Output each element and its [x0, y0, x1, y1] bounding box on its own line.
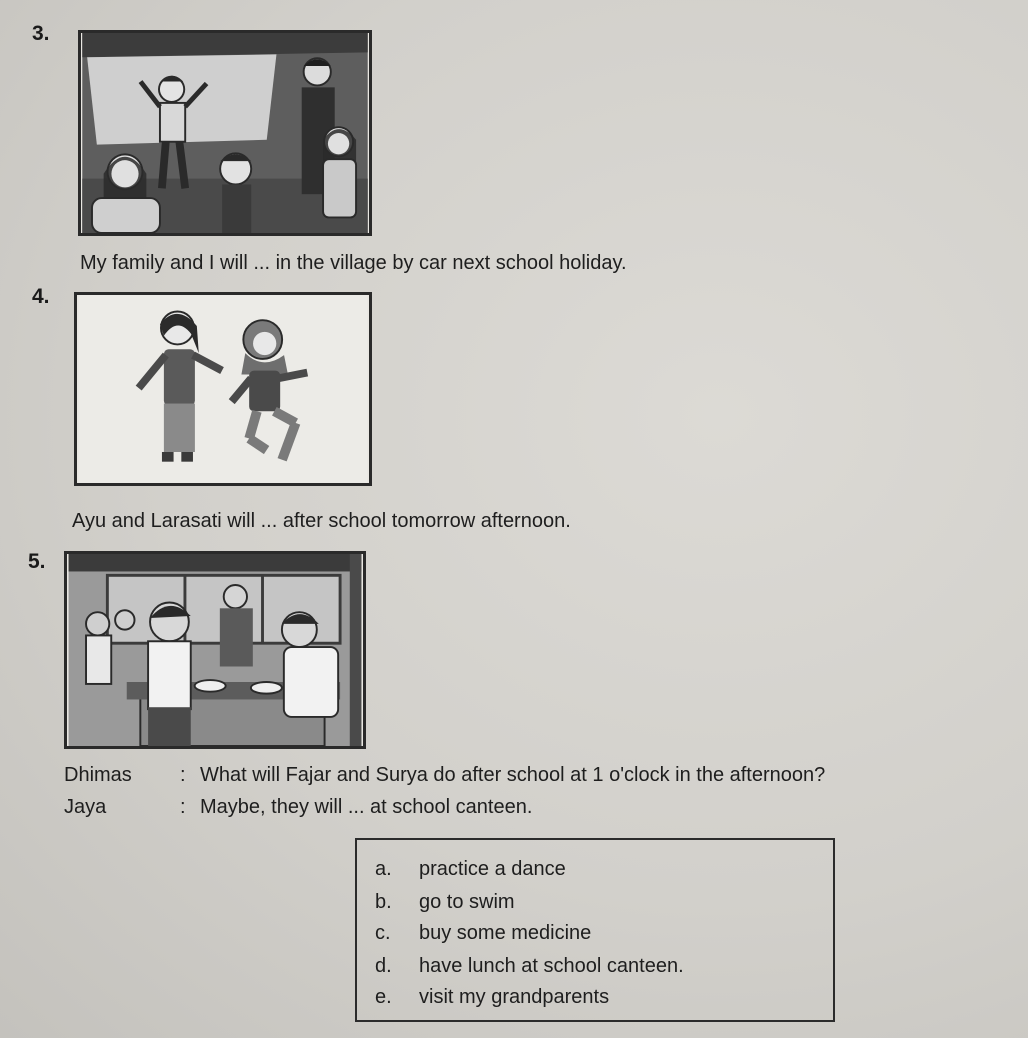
question-4-number: 4. — [32, 285, 50, 308]
question-3-number: 3. — [32, 22, 50, 45]
option-d[interactable] — [375, 955, 684, 978]
dialogue-colon-1: : — [180, 764, 186, 786]
option-b[interactable] — [375, 891, 515, 914]
question-3-illustration — [78, 30, 372, 236]
canteen-illustration — [67, 554, 363, 746]
option-d-text: have lunch at school canteen. — [419, 955, 684, 977]
question-3-sentence: My family and I will ... in the village by car next school holiday. — [80, 252, 627, 274]
dancing-girls-illustration — [77, 295, 369, 483]
question-4-illustration — [74, 292, 372, 486]
option-e-text: visit my grandparents — [419, 986, 610, 1008]
option-b-letter: b. — [375, 891, 392, 913]
question-5-number: 5. — [28, 550, 46, 573]
option-a-letter: a. — [375, 858, 392, 880]
option-e-letter: e. — [375, 986, 392, 1008]
option-d-letter: d. — [375, 955, 392, 977]
dialogue-speaker-1: Dhimas — [64, 764, 132, 786]
answer-options-box — [355, 838, 835, 1022]
family-illustration — [81, 33, 369, 233]
option-a[interactable] — [375, 858, 566, 881]
option-e[interactable] — [375, 986, 609, 1009]
question-4-sentence: Ayu and Larasati will ... after school tomorrow afternoon. — [72, 510, 571, 532]
dialogue-line-1 — [64, 764, 1014, 790]
dialogue-text-2: Maybe, they will ... at school canteen. — [200, 796, 533, 818]
option-c-letter: c. — [375, 922, 391, 944]
option-c[interactable] — [375, 922, 591, 945]
option-b-text: go to swim — [419, 891, 515, 913]
question-5-illustration — [64, 551, 366, 749]
dialogue-line-2 — [64, 796, 1014, 822]
option-c-text: buy some medicine — [419, 922, 592, 944]
dialogue-colon-2: : — [180, 796, 186, 818]
option-a-text: practice a dance — [419, 858, 566, 880]
dialogue-speaker-2: Jaya — [64, 796, 107, 818]
dialogue-text-1: What will Fajar and Surya do after school at 1 o'clock in the afternoon? — [200, 764, 826, 786]
